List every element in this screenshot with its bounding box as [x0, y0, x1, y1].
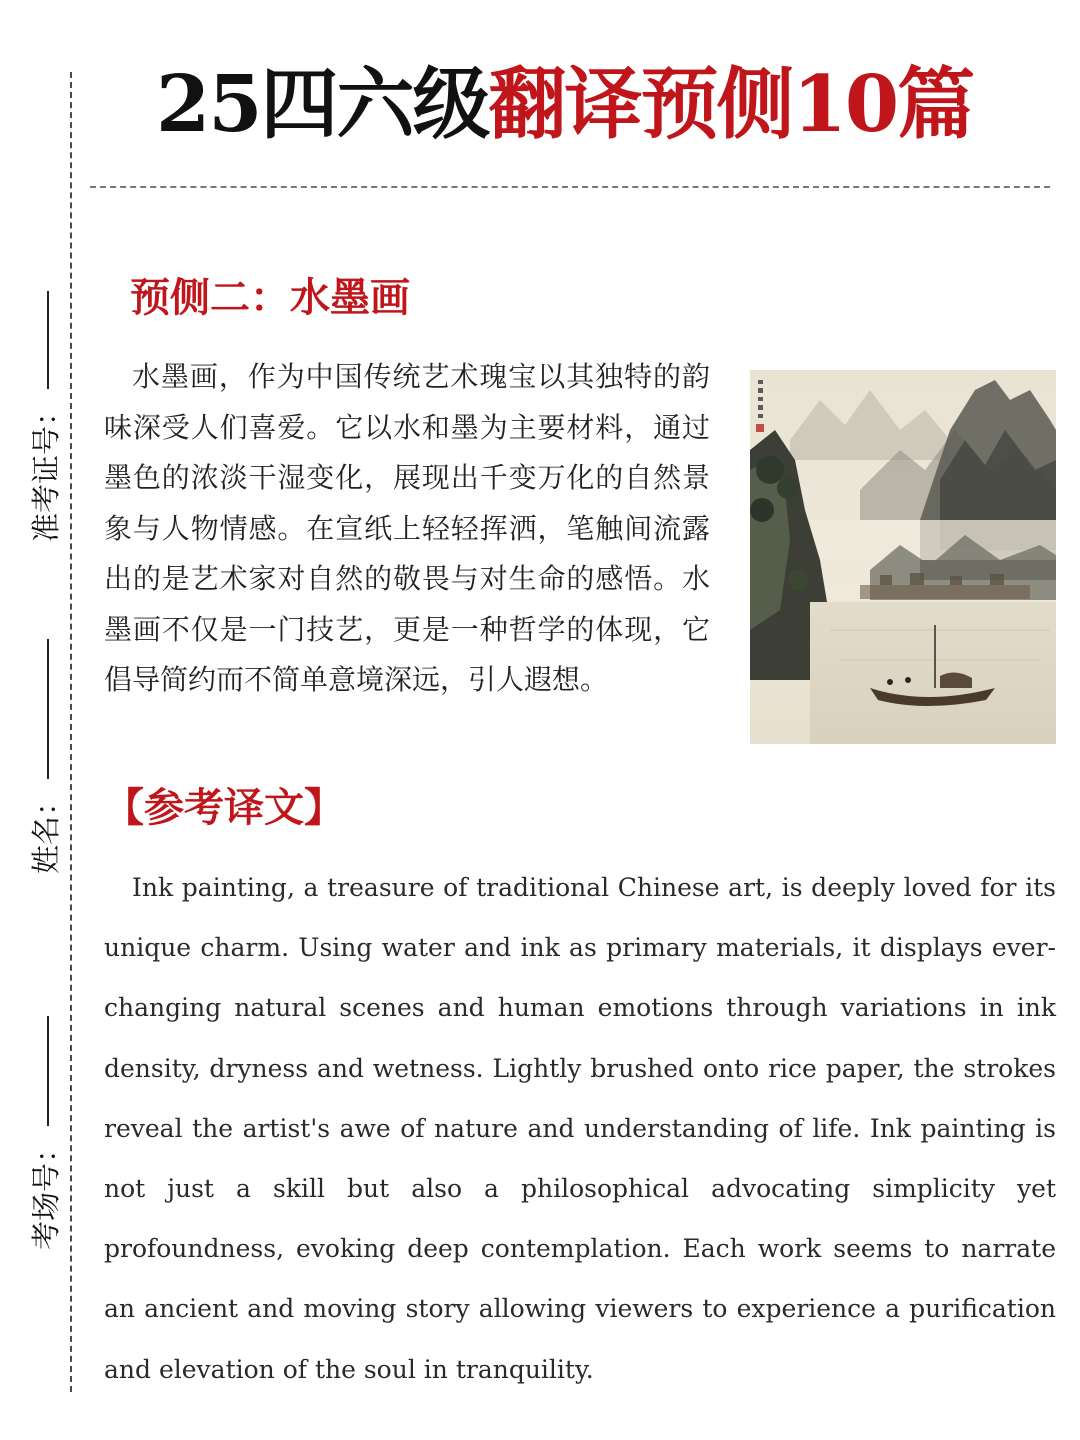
- name-underline: [47, 639, 49, 779]
- chinese-passage: 水墨画，作为中国传统艺术瑰宝以其独特的韵味深受人们喜爱。它以水和墨为主要材料，通过墨色的浓淡干湿变化，展现出千变万化的自然景象与人物情感。在宣纸上轻轻挥洒，笔触间流露出的是艺术家对自然的敬畏与对生命的感悟。水墨画不仅是一门技艺，更是一种哲学的体现，它倡导简约而不简单意境深远，引人遐想。: [104, 360, 710, 696]
- ink-painting-image: [750, 370, 1056, 744]
- title-red-part: 翻译预侧10篇: [488, 59, 974, 150]
- title-black-part: 25四六级: [156, 59, 489, 150]
- reference-heading: 【参考译文】: [104, 784, 344, 831]
- room-underline: [47, 1016, 49, 1126]
- section-heading: 预侧二：水墨画: [130, 274, 410, 321]
- exam-id-field: [28, 302, 64, 542]
- exam-id-label: 准考证号：: [29, 396, 63, 542]
- name-field: [28, 634, 64, 874]
- exam-id-underline: [47, 291, 49, 389]
- english-translation: Ink painting, a treasure of traditional Chinese art, is deeply loved for its unique charm. Using water and ink as primary materials, it displays ever-changing natural scenes and human emotions through variations in ink density, dryness and wetness. Lightly brushed onto rice paper, the strokes reveal the artist's awe of nature and understanding of life. Ink painting is not just a skill but also a philosophical advocating simplicity yet profoundness, evoking deep contemplation. Each work seems to narrate an ancient and moving story allowing viewers to experience a purification and elevation of the soul in tranquility.: [104, 873, 1056, 1384]
- binding-dashed-line: [70, 72, 72, 1392]
- room-label: 考场号：: [29, 1133, 63, 1250]
- title-divider: [90, 186, 1050, 188]
- name-label: 姓名：: [29, 786, 63, 874]
- page-title: [156, 50, 1056, 160]
- room-field: [28, 1010, 64, 1250]
